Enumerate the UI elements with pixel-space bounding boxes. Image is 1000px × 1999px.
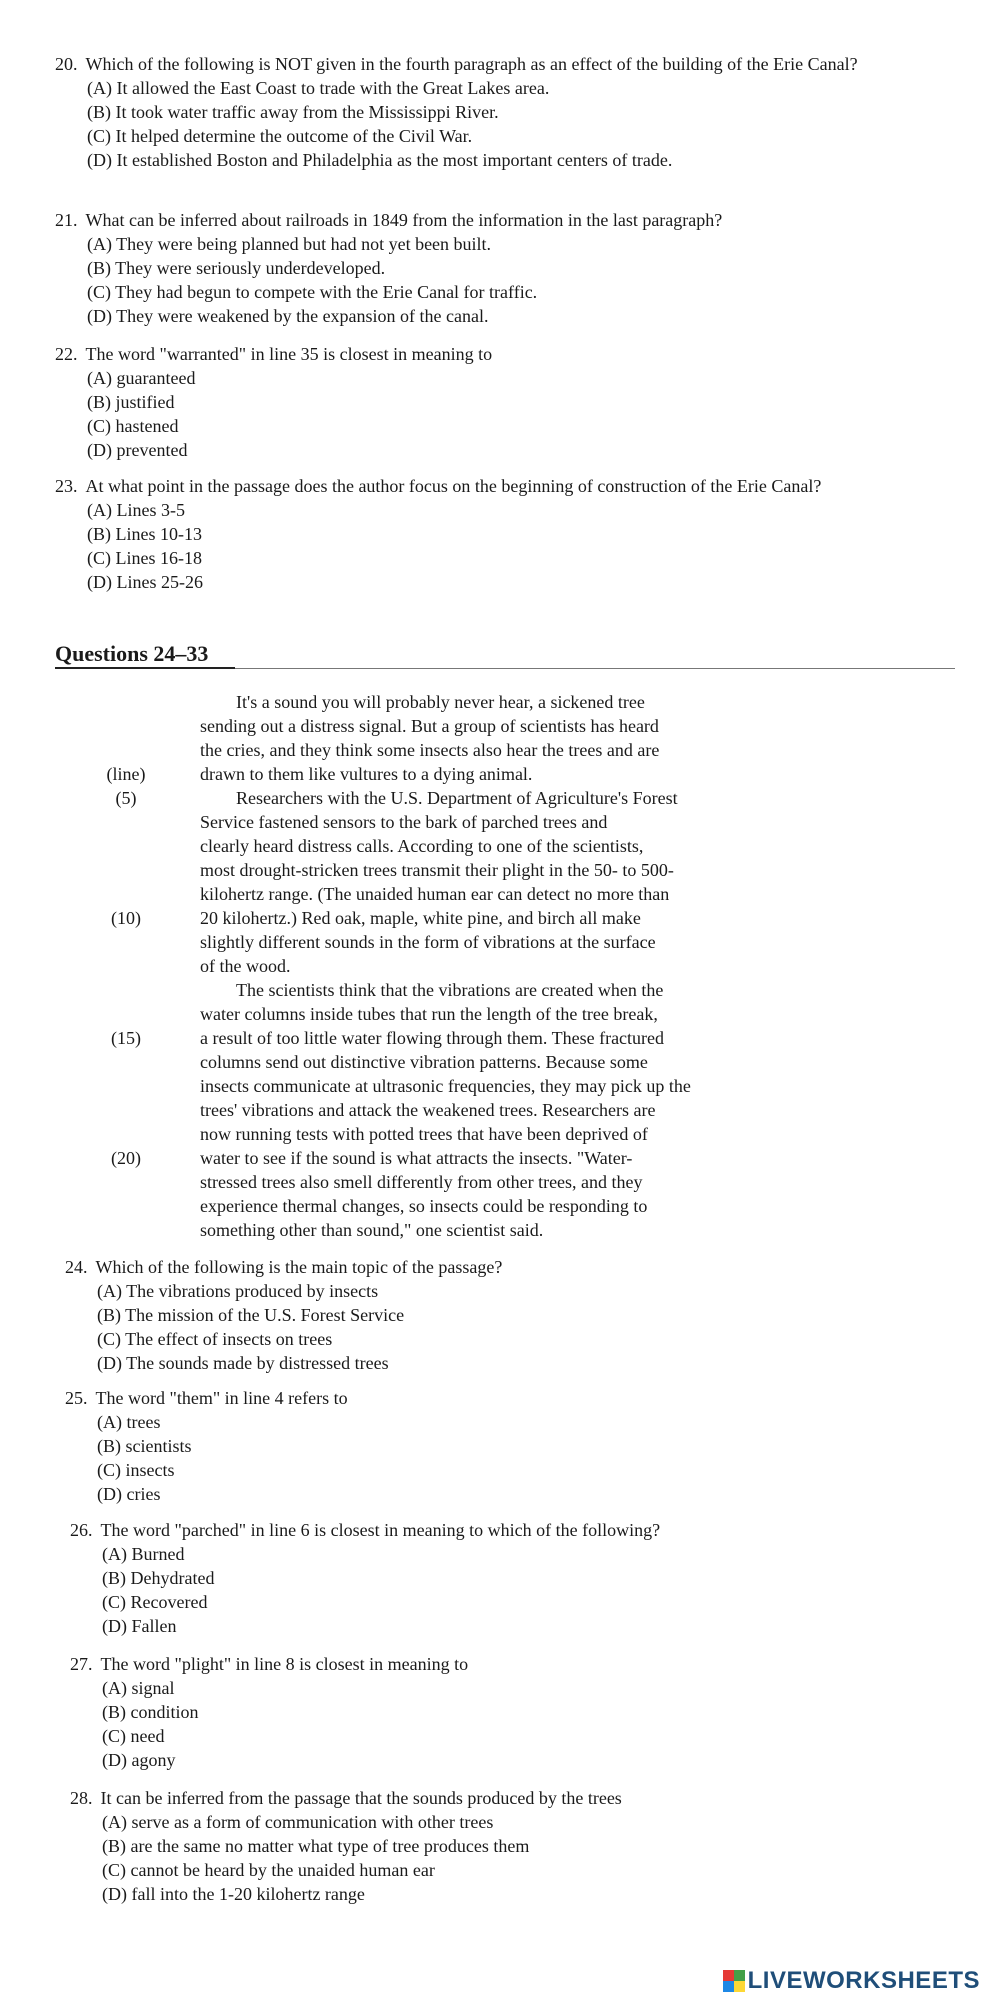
answer-option: (D) The sounds made by distressed trees bbox=[97, 1353, 389, 1373]
question-number: 21. bbox=[55, 210, 78, 230]
logo-square-blue bbox=[723, 1981, 734, 1992]
answer-option: (A) trees bbox=[97, 1412, 161, 1432]
passage-line: It's a sound you will probably never hear, a sickened tree bbox=[236, 692, 645, 712]
answer-option: (D) Lines 25-26 bbox=[87, 572, 203, 592]
question-stem: It can be inferred from the passage that the sounds produced by the trees bbox=[100, 1788, 622, 1808]
section-divider-thin bbox=[235, 668, 955, 669]
question-stem: What can be inferred about railroads in 1849 from the information in the last paragraph? bbox=[85, 210, 723, 230]
passage-line: something other than sound," one scientist said. bbox=[200, 1220, 544, 1240]
answer-option: (B) condition bbox=[102, 1702, 199, 1722]
passage-line: Service fastened sensors to the bark of parched trees and bbox=[200, 812, 608, 832]
passage-line: the cries, and they think some insects also hear the trees and are bbox=[200, 740, 660, 760]
answer-option: (C) Recovered bbox=[102, 1592, 208, 1612]
answer-option: (C) They had begun to compete with the Erie Canal for traffic. bbox=[87, 282, 538, 302]
question-24 bbox=[65, 1255, 965, 1375]
passage-line: clearly heard distress calls. According to one of the scientists, bbox=[200, 836, 644, 856]
question-20 bbox=[55, 52, 955, 172]
logo-square-red bbox=[723, 1970, 734, 1981]
answer-option: (C) The effect of insects on trees bbox=[97, 1329, 333, 1349]
question-23 bbox=[55, 474, 955, 594]
passage-line: water columns inside tubes that run the length of the tree break, bbox=[200, 1004, 658, 1024]
line-number: (5) bbox=[115, 788, 137, 808]
answer-option: (A) They were being planned but had not yet been built. bbox=[87, 234, 492, 254]
question-number: 24. bbox=[65, 1257, 88, 1277]
passage-line: slightly different sounds in the form of vibrations at the surface bbox=[200, 932, 656, 952]
question-stem: The word "warranted" in line 35 is closest in meaning to bbox=[85, 344, 493, 364]
logo-square-green bbox=[734, 1970, 745, 1981]
answer-option: (C) insects bbox=[97, 1460, 175, 1480]
answer-option: (B) Dehydrated bbox=[102, 1568, 215, 1588]
question-stem: Which of the following is the main topic of the passage? bbox=[95, 1257, 503, 1277]
question-number: 27. bbox=[70, 1654, 93, 1674]
answer-option: (A) signal bbox=[102, 1678, 175, 1698]
passage-line: water to see if the sound is what attracts the insects. "Water- bbox=[200, 1148, 633, 1168]
answer-option: (C) cannot be heard by the unaided human ear bbox=[102, 1860, 435, 1880]
question-stem: The word "them" in line 4 refers to bbox=[95, 1388, 348, 1408]
passage-line: Researchers with the U.S. Department of Agriculture's Forest bbox=[236, 788, 678, 808]
answer-option: (D) Fallen bbox=[102, 1616, 177, 1636]
line-number: (20) bbox=[111, 1148, 141, 1168]
question-number: 23. bbox=[55, 476, 78, 496]
answer-option: (A) It allowed the East Coast to trade with the Great Lakes area. bbox=[87, 78, 550, 98]
answer-option: (D) It established Boston and Philadelphia as the most important centers of trade. bbox=[87, 150, 673, 170]
question-21 bbox=[55, 208, 955, 328]
line-number: (15) bbox=[111, 1028, 141, 1048]
section-title: Questions 24–33 bbox=[55, 641, 209, 666]
logo-text: LIVEWORKSHEETS bbox=[747, 1967, 980, 1994]
question-number: 22. bbox=[55, 344, 78, 364]
question-stem: The word "parched" in line 6 is closest in meaning to which of the following? bbox=[100, 1520, 661, 1540]
question-26 bbox=[70, 1518, 970, 1638]
question-28 bbox=[70, 1786, 970, 1906]
answer-option: (A) serve as a form of communication with other trees bbox=[102, 1812, 494, 1832]
answer-option: (A) Lines 3-5 bbox=[87, 500, 185, 520]
question-25 bbox=[65, 1386, 965, 1506]
passage-line: The scientists think that the vibrations are created when the bbox=[236, 980, 664, 1000]
section-divider bbox=[55, 667, 235, 669]
question-number: 28. bbox=[70, 1788, 93, 1808]
answer-option: (B) Lines 10-13 bbox=[87, 524, 202, 544]
answer-option: (D) They were weakened by the expansion of the canal. bbox=[87, 306, 489, 326]
question-stem: Which of the following is NOT given in the fourth paragraph as an effect of the building of the Erie Canal? bbox=[85, 54, 858, 74]
answer-option: (D) fall into the 1-20 kilohertz range bbox=[102, 1884, 365, 1904]
answer-option: (C) hastened bbox=[87, 416, 179, 436]
answer-option: (B) The mission of the U.S. Forest Service bbox=[97, 1305, 405, 1325]
answer-option: (B) justified bbox=[87, 392, 175, 412]
logo-mark-icon bbox=[723, 1970, 745, 1992]
passage-line: drawn to them like vultures to a dying animal. bbox=[200, 764, 533, 784]
question-number: 26. bbox=[70, 1520, 93, 1540]
answer-option: (D) agony bbox=[102, 1750, 176, 1770]
passage-line: of the wood. bbox=[200, 956, 291, 976]
answer-option: (A) The vibrations produced by insects bbox=[97, 1281, 379, 1301]
answer-option: (B) It took water traffic away from the Mississippi River. bbox=[87, 102, 499, 122]
passage-line: 20 kilohertz.) Red oak, maple, white pine, and birch all make bbox=[200, 908, 641, 928]
line-label: (line) bbox=[106, 764, 146, 784]
question-stem: The word "plight" in line 8 is closest in meaning to bbox=[100, 1654, 469, 1674]
passage-line: experience thermal changes, so insects could be responding to bbox=[200, 1196, 648, 1216]
answer-option: (A) guaranteed bbox=[87, 368, 196, 388]
reading-passage bbox=[200, 690, 840, 1242]
passage-line: most drought-stricken trees transmit their plight in the 50- to 500- bbox=[200, 860, 674, 880]
passage-line: now running tests with potted trees that have been deprived of bbox=[200, 1124, 648, 1144]
liveworksheets-logo[interactable] bbox=[723, 1969, 980, 1993]
passage-line: sending out a distress signal. But a group of scientists has heard bbox=[200, 716, 659, 736]
question-22 bbox=[55, 342, 955, 462]
answer-option: (C) It helped determine the outcome of the Civil War. bbox=[87, 126, 473, 146]
answer-option: (B) scientists bbox=[97, 1436, 192, 1456]
answer-option: (C) need bbox=[102, 1726, 165, 1746]
passage-line: stressed trees also smell differently from other trees, and they bbox=[200, 1172, 643, 1192]
passage-line: kilohertz range. (The unaided human ear can detect no more than bbox=[200, 884, 670, 904]
logo-square-yellow bbox=[734, 1981, 745, 1992]
question-number: 25. bbox=[65, 1388, 88, 1408]
passage-line: a result of too little water flowing through them. These fractured bbox=[200, 1028, 665, 1048]
answer-option: (D) cries bbox=[97, 1484, 161, 1504]
passage-line: columns send out distinctive vibration patterns. Because some bbox=[200, 1052, 648, 1072]
question-27 bbox=[70, 1652, 970, 1772]
answer-option: (C) Lines 16-18 bbox=[87, 548, 202, 568]
answer-option: (B) are the same no matter what type of tree produces them bbox=[102, 1836, 530, 1856]
line-number: (10) bbox=[111, 908, 141, 928]
answer-option: (B) They were seriously underdeveloped. bbox=[87, 258, 386, 278]
answer-option: (D) prevented bbox=[87, 440, 188, 460]
passage-line: trees' vibrations and attack the weakened trees. Researchers are bbox=[200, 1100, 656, 1120]
question-number: 20. bbox=[55, 54, 78, 74]
answer-option: (A) Burned bbox=[102, 1544, 185, 1564]
passage-line: insects communicate at ultrasonic frequencies, they may pick up the bbox=[200, 1076, 691, 1096]
question-stem: At what point in the passage does the author focus on the beginning of construction of the Erie Canal? bbox=[85, 476, 822, 496]
